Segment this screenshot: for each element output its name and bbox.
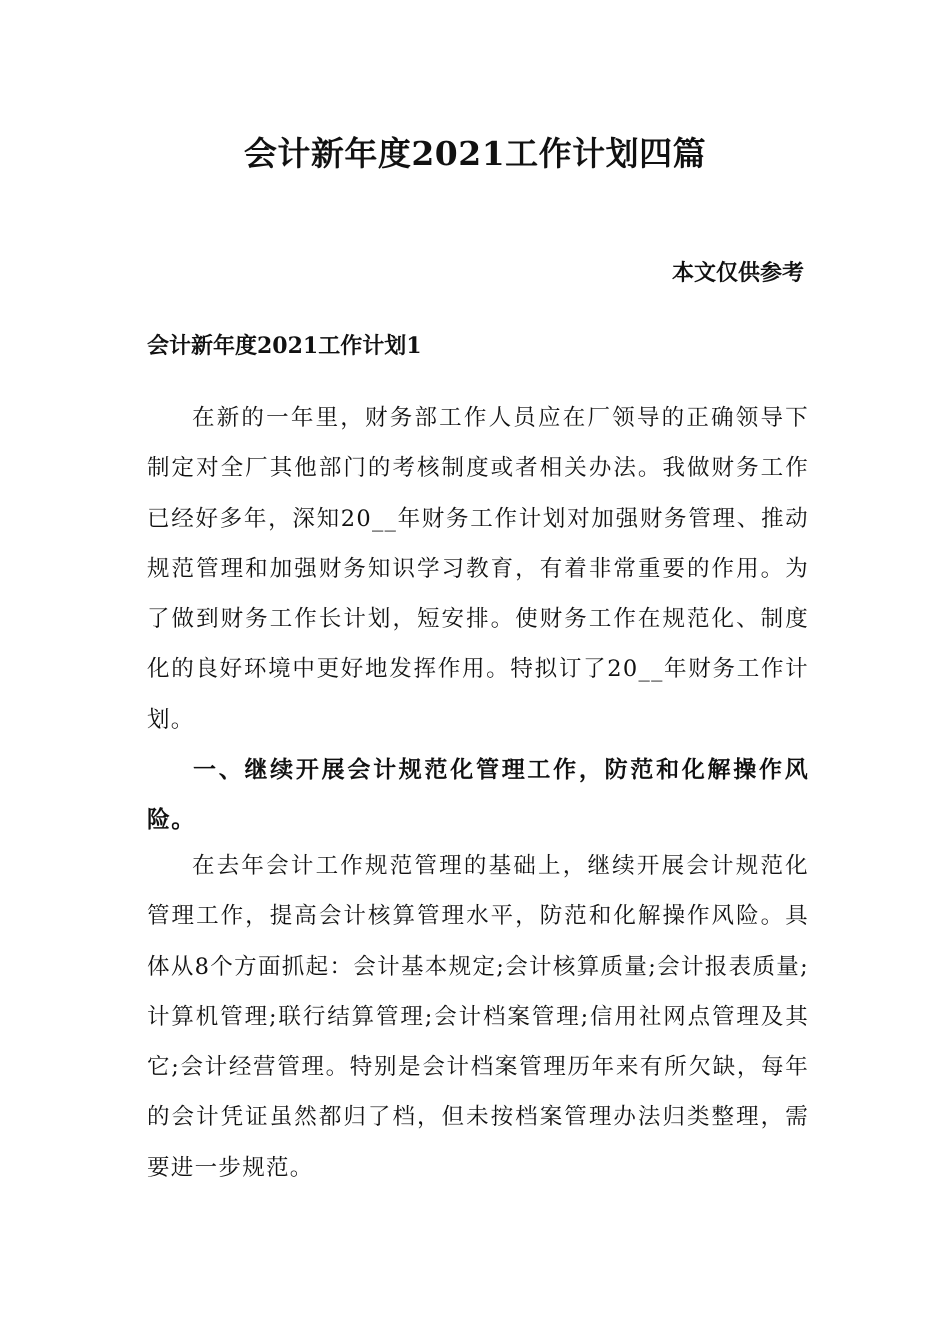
body-paragraph: 在新的一年里，财务部工作人员应在厂领导的正确领导下制定对全厂其他部门的考核制度或者相关办法。我做财务工作已经好多年，深知20__年财务工作计划对加强财务管理、推动规范管理和加强财务知识学习教育，有着非常重要的作用。为了做到财务工作长计划，短安排。使财务工作在规范化、制度化的良好环境中更好地发挥作用。特拟订了20__年财务工作计划。: [147, 405, 809, 733]
reference-note: 本文仅供参考: [671, 260, 804, 286]
section-title: 会计新年度2021工作计划1: [147, 333, 422, 359]
body-paragraph: 在去年会计工作规范管理的基础上，继续开展会计规范化管理工作，提高会计核算管理水平，防范和化解操作风险。具体从8个方面抓起：会计基本规定;会计核算质量;会计报表质量;计算机管理;联行结算管理;会计档案管理;信用社网点管理及其它;会计经营管理。特别是会计档案管理历年来有所欠缺，每年的会计凭证虽然都归了档，但未按档案管理办法归类整理，需要进一步规范。: [147, 853, 809, 1181]
document-title: 会计新年度2021工作计划四篇: [243, 134, 707, 173]
subsection-heading: 一、继续开展会计规范化管理工作，防范和化解操作风险。: [147, 756, 809, 834]
